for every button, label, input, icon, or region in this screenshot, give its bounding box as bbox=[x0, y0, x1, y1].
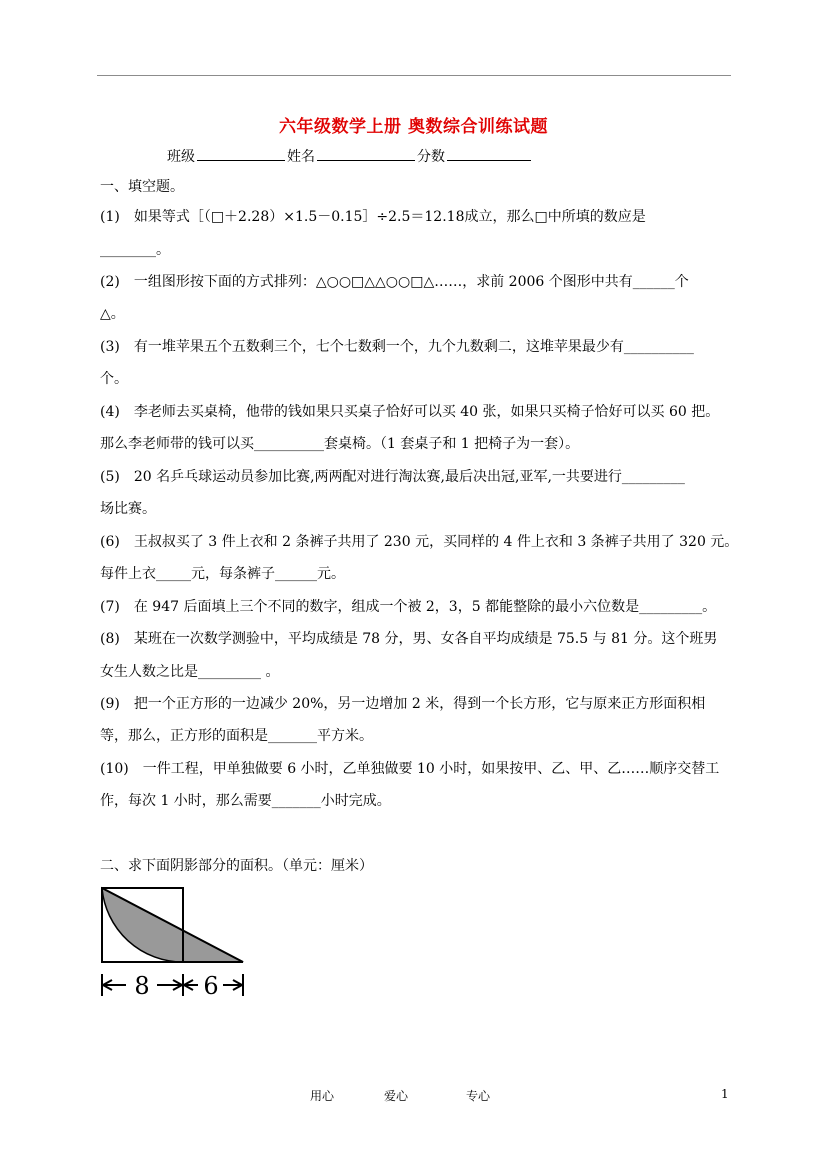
question-7-line-1: (7) 在 947 后面填上三个不同的数字，组成一个被 2，3，5 都能整除的最小六位数是_________。 bbox=[100, 599, 717, 615]
class-label: 班级 bbox=[167, 149, 195, 165]
question-1-line-1: (1) 如果等式［（□＋2.28）×1.5－0.15］÷2.5＝12.18成立，那么□中所填的数应是 bbox=[100, 209, 646, 225]
score-label: 分数 bbox=[417, 149, 445, 165]
question-9-line-2: 等，那么，正方形的面积是_______平方米。 bbox=[100, 728, 373, 744]
section-2-heading: 二、求下面阴影部分的面积。（单元：厘米） bbox=[100, 858, 373, 874]
footer-item-2: 爱心 bbox=[384, 1089, 409, 1103]
header-rule bbox=[97, 75, 731, 76]
label-6: 6 bbox=[203, 972, 219, 1000]
score-blank[interactable] bbox=[447, 146, 531, 161]
footer-item-3: 专心 bbox=[466, 1089, 491, 1103]
student-info-line bbox=[167, 146, 533, 166]
question-4-line-2: 那么李老师带的钱可以买__________套桌椅。（1 套桌子和 1 把椅子为一套）。 bbox=[100, 436, 580, 452]
name-blank[interactable] bbox=[317, 146, 415, 161]
question-1-line-2: ________。 bbox=[100, 242, 170, 258]
section-1-heading: 一、填空题。 bbox=[100, 179, 184, 195]
question-6-line-1: (6) 王叔叔买了 3 件上衣和 2 条裤子共用了 230 元，买同样的 4 件上衣和 3 条裤子共用了 320 元。 bbox=[100, 534, 739, 550]
question-10-line-1: (10) 一件工程，甲单独做要 6 小时，乙单独做要 10 小时，如果按甲、乙、甲、乙……顺序交替工 bbox=[100, 761, 720, 777]
question-8-line-1: (8) 某班在一次数学测验中，平均成绩是 78 分，男、女各自平均成绩是 75.5 与 81 分。这个班男 bbox=[100, 631, 718, 647]
question-8-line-2: 女生人数之比是_________ 。 bbox=[100, 664, 280, 680]
footer-item-1: 用心 bbox=[310, 1089, 335, 1103]
question-9-line-1: (9) 把一个正方形的一边减少 20%，另一边增加 2 米，得到一个长方形，它与原来正方形面积相 bbox=[100, 696, 706, 712]
question-2-line-1: (2) 一组图形按下面的方式排列：△○○□△△○○□△……，求前 2006 个图形中共有______个 bbox=[100, 274, 689, 290]
page-number: 1 bbox=[721, 1087, 729, 1101]
question-3-line-2: 个。 bbox=[100, 371, 128, 387]
question-3-line-1: (3) 有一堆苹果五个五数剩三个，七个七数剩一个，九个九数剩二，这堆苹果最少有__________ bbox=[100, 339, 694, 355]
question-4-line-1: (4) 李老师去买桌椅，他带的钱如果只买桌子恰好可以买 40 张，如果只买椅子恰好可以买 60 把。 bbox=[100, 404, 720, 420]
page-title: 六年级数学上册 奥数综合训练试题 bbox=[279, 117, 548, 137]
label-8: 8 bbox=[134, 972, 150, 1000]
question-5-line-2: 场比赛。 bbox=[100, 501, 156, 517]
question-6-line-2: 每件上衣_____元，每条裤子______元。 bbox=[100, 566, 345, 582]
question-5-line-1: (5) 20 名乒乓球运动员参加比赛,两两配对进行淘汰赛,最后决出冠,亚军,一共要进行_________ bbox=[100, 469, 685, 485]
shaded-area-figure bbox=[98, 884, 248, 1002]
name-label: 姓名 bbox=[287, 149, 315, 165]
question-10-line-2: 作，每次 1 小时，那么需要_______小时完成。 bbox=[100, 793, 391, 809]
question-2-line-2: △。 bbox=[100, 306, 125, 322]
class-blank[interactable] bbox=[197, 146, 285, 161]
